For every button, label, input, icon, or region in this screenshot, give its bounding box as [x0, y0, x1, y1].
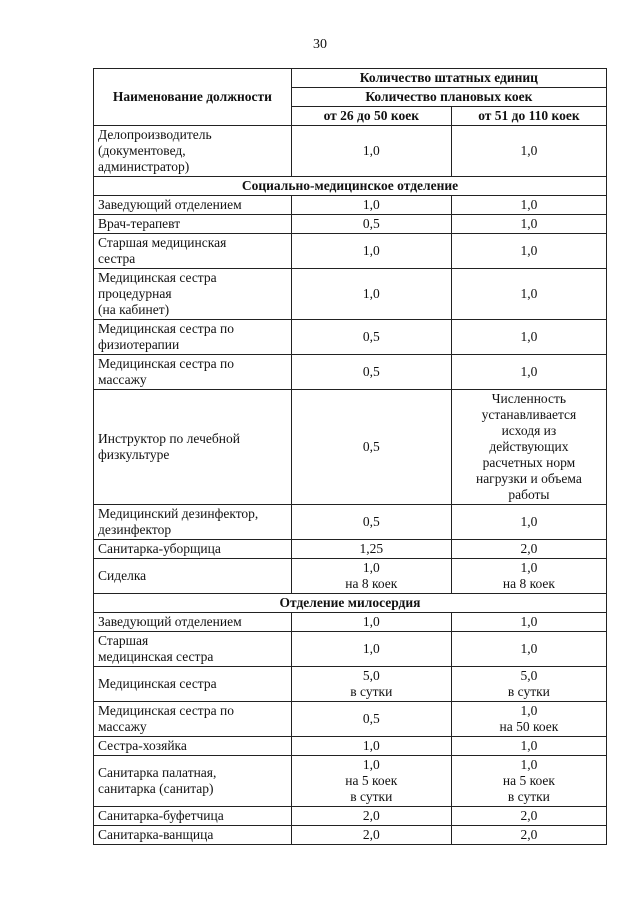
- value-26-50-cell: 0,5: [291, 505, 451, 540]
- value-26-50-cell: 1,0 на 5 коек в сутки: [291, 756, 451, 807]
- value-26-50-cell: 0,5: [291, 355, 451, 390]
- position-name-cell: Старшая медицинская сестра: [94, 234, 292, 269]
- value-51-110-cell: 1,0: [451, 505, 606, 540]
- value-26-50-cell: 1,0: [291, 126, 451, 177]
- section-title: Социально-медицинское отделение: [94, 177, 607, 196]
- table-row: [94, 613, 607, 632]
- value-51-110-cell: 1,0: [451, 613, 606, 632]
- value-51-110-cell: 1,0: [451, 355, 606, 390]
- position-name-cell: Медицинская сестра по физиотерапии: [94, 320, 292, 355]
- value-26-50-cell: 1,0: [291, 196, 451, 215]
- position-name-cell: Делопроизводитель (документовед, администратор): [94, 126, 292, 177]
- value-26-50-cell: 1,0 на 8 коек: [291, 559, 451, 594]
- value-26-50-cell: 2,0: [291, 807, 451, 826]
- value-26-50-cell: 1,0: [291, 269, 451, 320]
- position-name-cell: Медицинская сестра по массажу: [94, 702, 292, 737]
- value-26-50-cell: 0,5: [291, 320, 451, 355]
- table-row: [94, 215, 607, 234]
- value-51-110-cell: 1,0 на 50 коек: [451, 702, 606, 737]
- value-51-110-cell: 1,0: [451, 126, 606, 177]
- table-row: [94, 269, 607, 320]
- position-name-cell: Инструктор по лечебной физкультуре: [94, 390, 292, 505]
- table-row: [94, 390, 607, 505]
- table-row: [94, 826, 607, 845]
- value-51-110-cell: 1,0: [451, 234, 606, 269]
- section-title: Отделение милосердия: [94, 594, 607, 613]
- position-name-cell: Санитарка-буфетчица: [94, 807, 292, 826]
- value-51-110-cell: 1,0: [451, 196, 606, 215]
- value-26-50-cell: 0,5: [291, 215, 451, 234]
- value-26-50-cell: 0,5: [291, 702, 451, 737]
- table-body: [94, 126, 607, 845]
- section-row: [94, 177, 607, 196]
- position-name-cell: Медицинская сестра процедурная (на кабинет): [94, 269, 292, 320]
- position-name-cell: Сестра-хозяйка: [94, 737, 292, 756]
- value-51-110-cell: 2,0: [451, 540, 606, 559]
- value-51-110-cell: 1,0 на 5 коек в сутки: [451, 756, 606, 807]
- position-name-cell: Санитарка палатная, санитарка (санитар): [94, 756, 292, 807]
- position-name-cell: Заведующий отделением: [94, 196, 292, 215]
- value-51-110-cell: Численность устанавливается исходя из действующих расчетных норм нагрузки и объема работы: [451, 390, 606, 505]
- value-26-50-cell: 1,0: [291, 737, 451, 756]
- table-row: [94, 702, 607, 737]
- position-name-cell: Врач-терапевт: [94, 215, 292, 234]
- table-row: [94, 559, 607, 594]
- staffing-table: [93, 68, 607, 845]
- table-row: [94, 234, 607, 269]
- table-row: [94, 737, 607, 756]
- header-position-name: Наименование должности: [94, 69, 292, 126]
- position-name-cell: Медицинская сестра: [94, 667, 292, 702]
- position-name-cell: Медицинская сестра по массажу: [94, 355, 292, 390]
- position-name-cell: Медицинский дезинфектор, дезинфектор: [94, 505, 292, 540]
- table-row: [94, 126, 607, 177]
- value-51-110-cell: 1,0: [451, 215, 606, 234]
- value-26-50-cell: 1,0: [291, 613, 451, 632]
- table-row: [94, 807, 607, 826]
- value-26-50-cell: 1,0: [291, 234, 451, 269]
- page-number: 30: [313, 37, 327, 52]
- value-51-110-cell: 1,0: [451, 737, 606, 756]
- value-26-50-cell: 1,25: [291, 540, 451, 559]
- position-name-cell: Старшая медицинская сестра: [94, 632, 292, 667]
- table-row: [94, 632, 607, 667]
- value-51-110-cell: 2,0: [451, 807, 606, 826]
- position-name-cell: Сиделка: [94, 559, 292, 594]
- value-51-110-cell: 1,0: [451, 320, 606, 355]
- table-row: [94, 505, 607, 540]
- value-51-110-cell: 5,0 в сутки: [451, 667, 606, 702]
- header-range-26-50: от 26 до 50 коек: [291, 107, 451, 126]
- section-row: [94, 594, 607, 613]
- value-26-50-cell: 1,0: [291, 632, 451, 667]
- value-26-50-cell: 0,5: [291, 390, 451, 505]
- position-name-cell: Заведующий отделением: [94, 613, 292, 632]
- value-51-110-cell: 2,0: [451, 826, 606, 845]
- value-51-110-cell: 1,0: [451, 632, 606, 667]
- table-row: [94, 320, 607, 355]
- value-26-50-cell: 2,0: [291, 826, 451, 845]
- header-staff-units: Количество штатных единиц: [291, 69, 606, 88]
- table-row: [94, 196, 607, 215]
- table-row: [94, 540, 607, 559]
- header-planned-beds: Количество плановых коек: [291, 88, 606, 107]
- position-name-cell: Санитарка-ванщица: [94, 826, 292, 845]
- position-name-cell: Санитарка-уборщица: [94, 540, 292, 559]
- value-26-50-cell: 5,0 в сутки: [291, 667, 451, 702]
- table-row: [94, 667, 607, 702]
- table-row: [94, 355, 607, 390]
- header-range-51-110: от 51 до 110 коек: [451, 107, 606, 126]
- value-51-110-cell: 1,0 на 8 коек: [451, 559, 606, 594]
- value-51-110-cell: 1,0: [451, 269, 606, 320]
- table-row: [94, 756, 607, 807]
